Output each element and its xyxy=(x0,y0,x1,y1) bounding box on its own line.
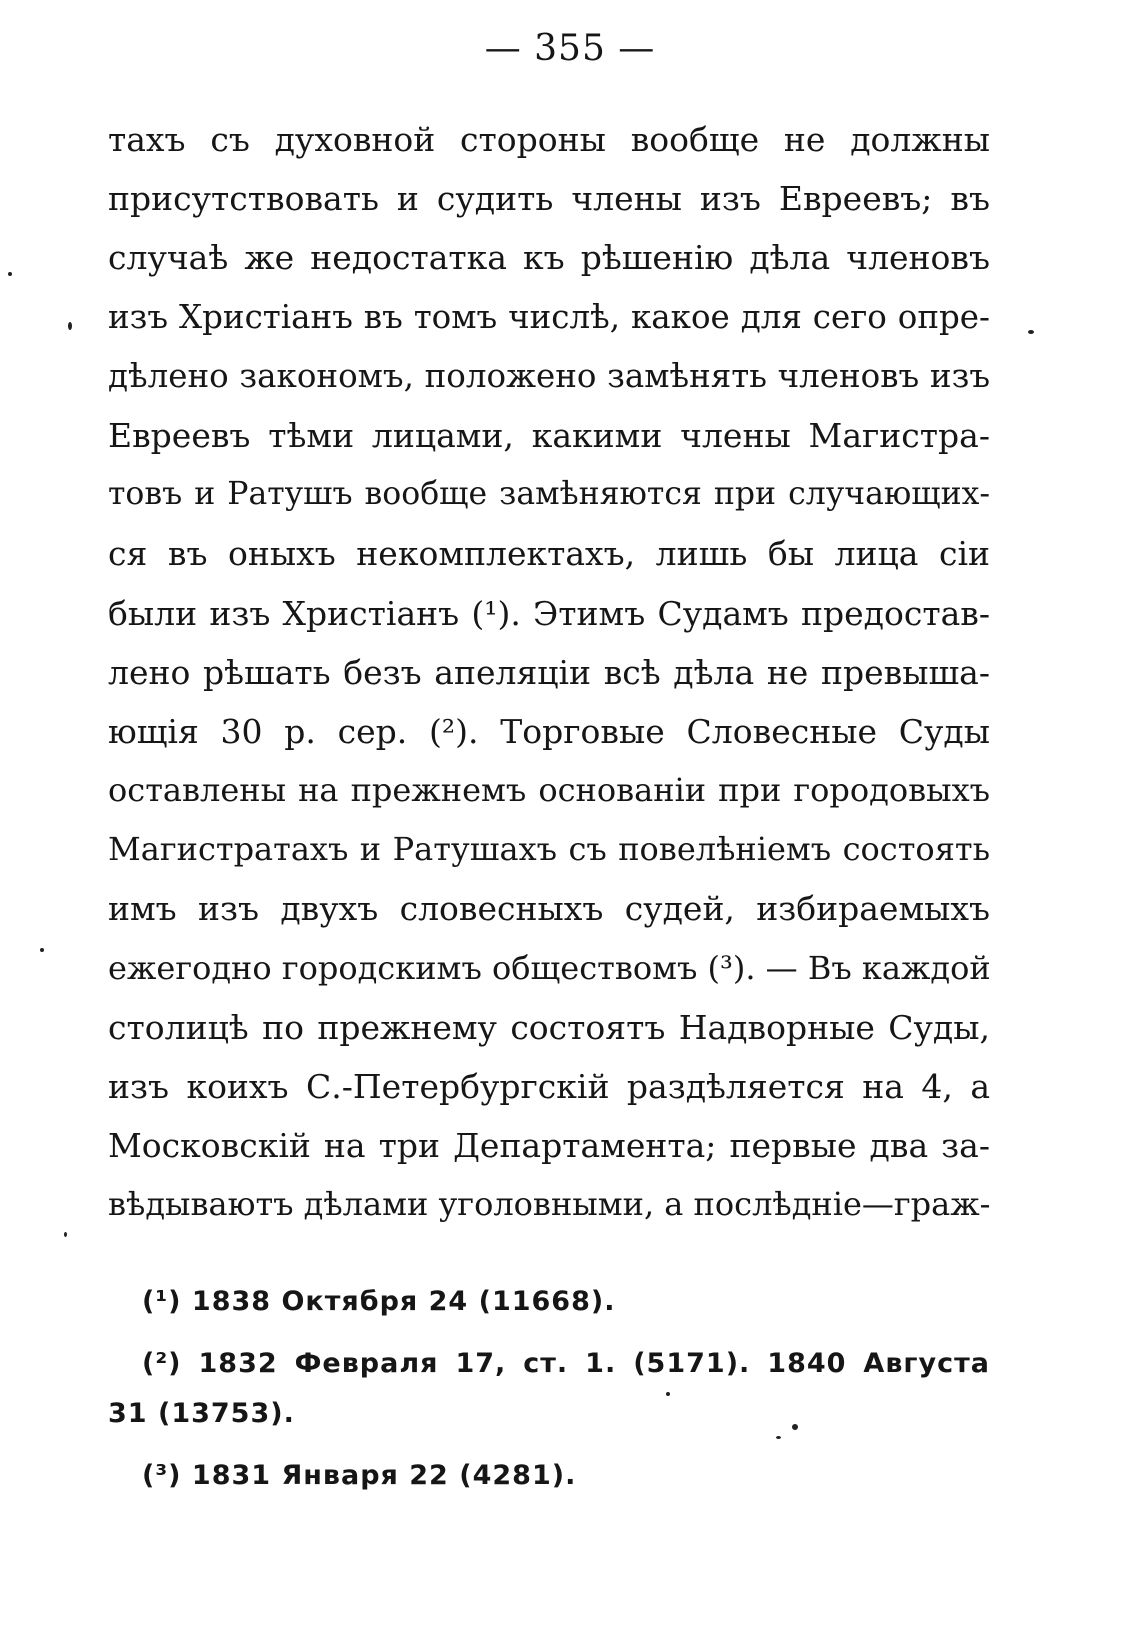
text-line: столицѣ по прежнему состоятъ Надворные Суды, xyxy=(108,1007,990,1047)
text-line: дѣлено закономъ, положено замѣнять членовъ изъ xyxy=(108,356,990,395)
text-line: присутствовать и судить члены изъ Евреевъ; въ xyxy=(108,179,990,219)
text-line: вѣдываютъ дѣлами уголовными, а послѣдніе—граж- xyxy=(108,1185,991,1224)
footnote-2-continuation: 31 (13753). xyxy=(108,1398,295,1429)
scan-speck xyxy=(68,322,72,330)
scan-speck xyxy=(40,948,44,952)
page-number: — 355 — xyxy=(484,28,656,69)
text-line: случаѣ же недостатка къ рѣшенію дѣла членовъ xyxy=(108,238,990,278)
scan-speck xyxy=(64,1232,67,1237)
footnote-2: (²) 1832 Февраля 17, ст. 1. (5171). 1840 Августа xyxy=(142,1348,990,1379)
text-line: ежегодно городскимъ обществомъ (³). — Въ каждой xyxy=(108,948,991,987)
text-line: оставлены на прежнемъ основаніи при городовыхъ xyxy=(108,771,990,810)
footnote-1: (¹) 1838 Октября 24 (11668). xyxy=(142,1286,616,1317)
body-text xyxy=(108,110,990,1235)
text-line: лено рѣшать безъ апеляціи всѣ дѣла не превыша- xyxy=(108,652,990,692)
footnotes xyxy=(108,1277,990,1501)
text-line: Евреевъ тѣми лицами, какими члены Магистра- xyxy=(108,415,990,455)
scan-speck xyxy=(776,1436,781,1439)
text-line: изъ Христіанъ въ томъ числѣ, какое для сего опре- xyxy=(108,297,990,336)
scan-speck xyxy=(1028,330,1034,334)
text-line: были изъ Христіанъ (¹). Этимъ Судамъ предостав- xyxy=(108,593,990,633)
footnote-3: (³) 1831 Января 22 (4281). xyxy=(142,1460,577,1491)
text-line: тахъ съ духовной стороны вообще не должны xyxy=(108,120,990,159)
scan-speck xyxy=(792,1424,798,1430)
text-line: ся въ оныхъ некомплектахъ, лишь бы лица сіи xyxy=(108,534,990,574)
scan-speck xyxy=(8,272,12,276)
text-line: имъ изъ двухъ словесныхъ судей, избираемыхъ xyxy=(108,889,990,929)
scan-speck xyxy=(666,1392,670,1396)
text-line: товъ и Ратушъ вообще замѣняются при случающих- xyxy=(108,476,990,513)
text-line: ющія 30 р. сер. (²). Торговые Словесные Суды xyxy=(108,711,990,751)
text-line: Магистратахъ и Ратушахъ съ повелѣніемъ состоять xyxy=(108,830,990,869)
text-line: изъ коихъ С.-Петербургскій раздѣляется на 4, а xyxy=(108,1067,990,1106)
text-line: Московскій на три Департамента; первые два за- xyxy=(108,1126,990,1166)
